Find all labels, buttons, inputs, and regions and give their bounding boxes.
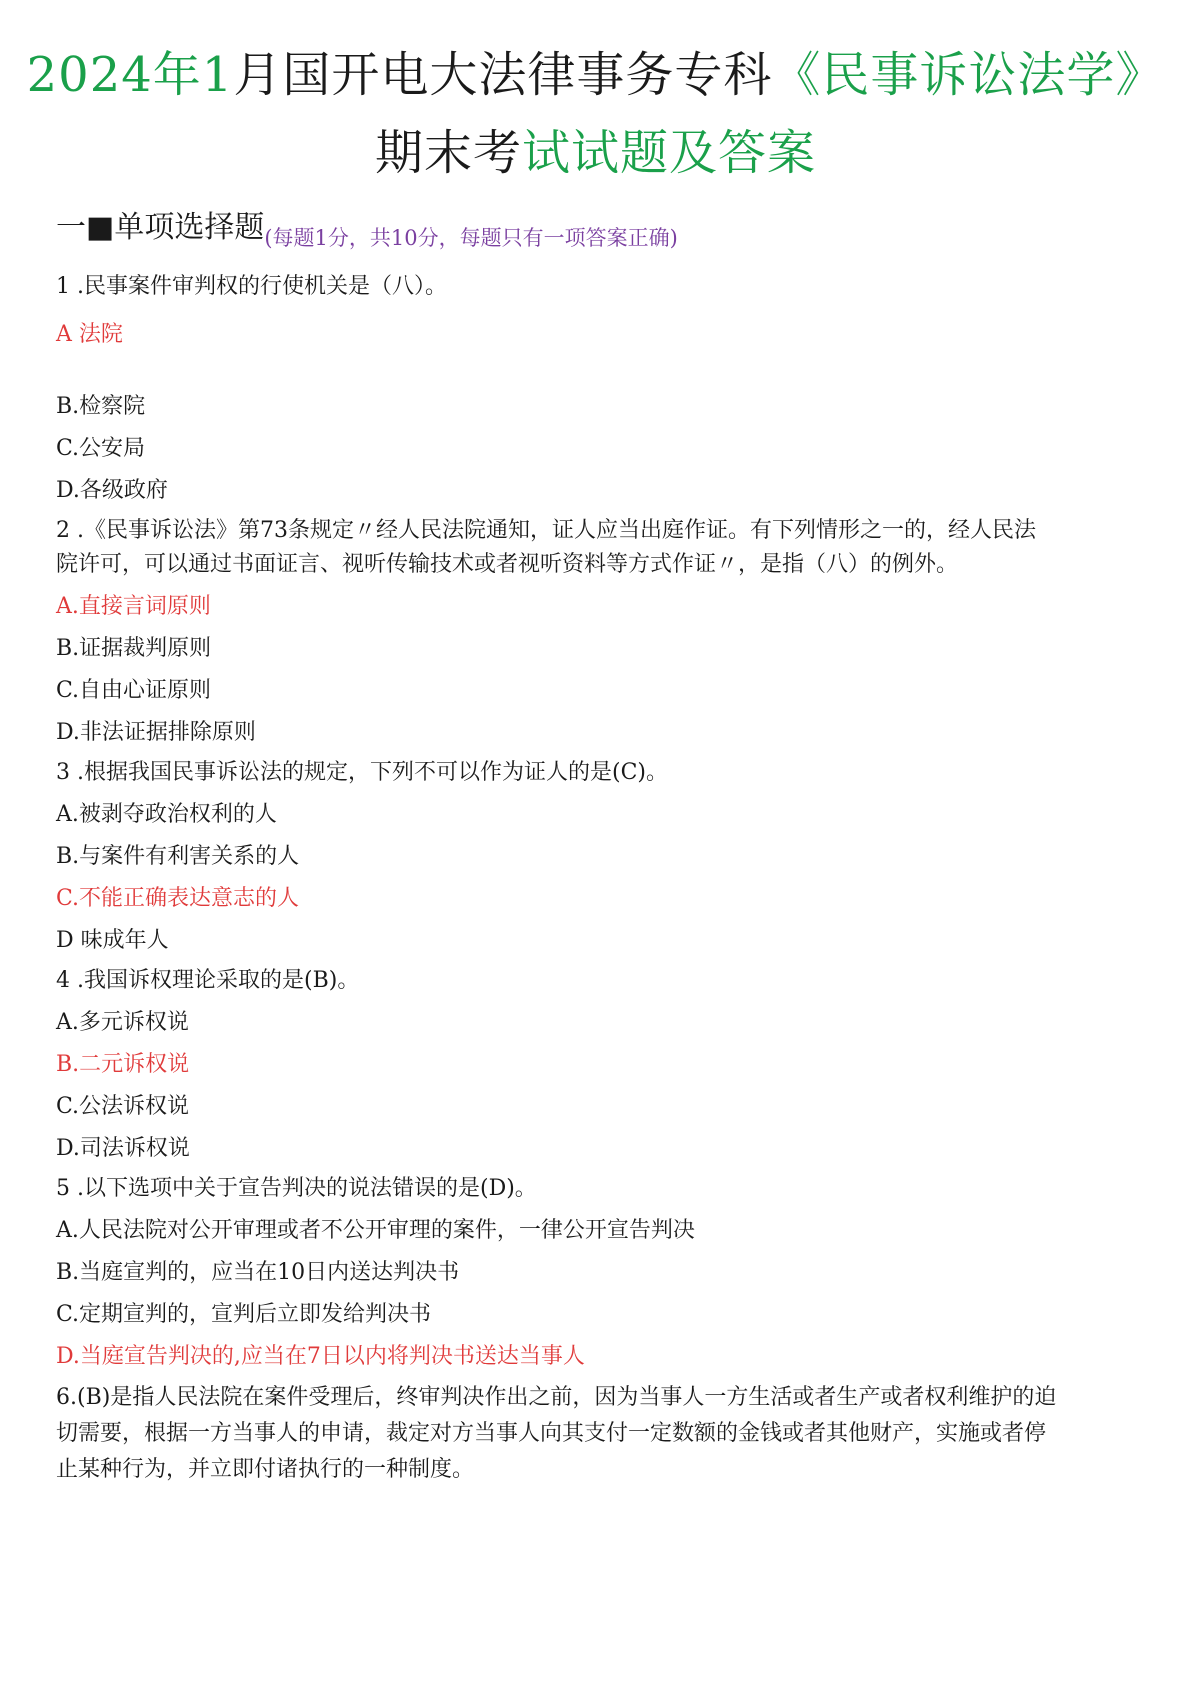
question-5-option-b: B.当庭宣判的，应当在10日内送达判决书 xyxy=(56,1260,460,1285)
question-2-option-c: C.自由心证原则 xyxy=(56,678,212,703)
question-6-stem-line-3: 止某种行为，并立即付诸执行的一种制度。 xyxy=(56,1457,475,1482)
question-4-option-a: A.多元诉权说 xyxy=(56,1010,189,1035)
question-list xyxy=(56,270,1131,1488)
question-2-option-a: A.直接言词原则 xyxy=(56,594,211,619)
question-3-option-d: D 味成年人 xyxy=(56,928,169,953)
question-2-stem-line-1: 2 .《民事诉讼法》第73条规定〃经人民法院通知，证人应当出庭作证。有下列情形之一的，经人民法 xyxy=(56,518,1036,543)
question-2-stem-line-2: 院许可，可以通过书面证言、视听传输技术或者视听资料等方式作证〃，是指（八）的例外。 xyxy=(56,552,959,577)
question-1-option-b: B.检察院 xyxy=(56,394,146,419)
question-3-option-b: B.与案件有利害关系的人 xyxy=(56,844,300,869)
question-4-option-d: D.司法诉权说 xyxy=(56,1136,190,1161)
question-3-stem: 3 .根据我国民事诉讼法的规定，下列不可以作为证人的是(C)。 xyxy=(56,760,668,785)
question-1-option-c: C.公安局 xyxy=(56,436,146,461)
question-5-option-d: D.当庭宣告判决的,应当在7日以内将判决书送达当事人 xyxy=(56,1344,585,1369)
section-heading: 一■单项选择题 xyxy=(56,210,265,245)
question-1-stem: 1 .民事案件审判权的行使机关是（八）。 xyxy=(56,274,447,299)
question-5-stem: 5 .以下选项中关于宣告判决的说法错误的是(D)。 xyxy=(56,1176,537,1201)
title-main: 月国开电大法律事务专科 xyxy=(233,47,773,103)
question-4-stem: 4 .我国诉权理论采取的是(B)。 xyxy=(56,968,360,993)
question-5-option-a: A.人民法院对公开审理或者不公开审理的案件，一律公开宣告判决 xyxy=(56,1218,695,1243)
question-6-stem-line-1: 6.(B)是指人民法院在案件受理后，终审判决作出之前，因为当事人一方生活或者生产或者权利维护的迫 xyxy=(56,1385,1057,1410)
question-3-option-c: C.不能正确表达意志的人 xyxy=(56,886,300,911)
question-4-option-c: C.公法诉权说 xyxy=(56,1094,190,1119)
question-2-option-b: B.证据裁判原则 xyxy=(56,636,212,661)
document-title-line-1 xyxy=(0,40,1191,110)
question-2-option-d: D.非法证据排除原则 xyxy=(56,720,256,745)
question-1-option-a: A 法院 xyxy=(56,322,123,347)
title-course: 《民事诉讼法学》 xyxy=(772,47,1165,103)
document-title-line-2 xyxy=(0,118,1191,188)
question-3-option-a: A.被剥夺政治权利的人 xyxy=(56,802,277,827)
title-year: 2024年1 xyxy=(26,47,234,103)
question-4-option-b: B.二元诉权说 xyxy=(56,1052,190,1077)
section-header xyxy=(56,208,678,248)
section-note: (每题1分，共10分，每题只有一项答案正确) xyxy=(264,226,678,250)
title2-part-a: 期末考 xyxy=(374,125,522,181)
question-6-stem-line-2: 切需要，根据一方当事人的申请，裁定对方当事人向其支付一定数额的金钱或者其他财产，实施或者停 xyxy=(56,1421,1047,1446)
question-1-option-d: D.各级政府 xyxy=(56,478,168,503)
question-5-option-c: C.定期宣判的，宣判后立即发给判决书 xyxy=(56,1302,432,1327)
title2-part-b: 试试题及答案 xyxy=(522,125,817,181)
